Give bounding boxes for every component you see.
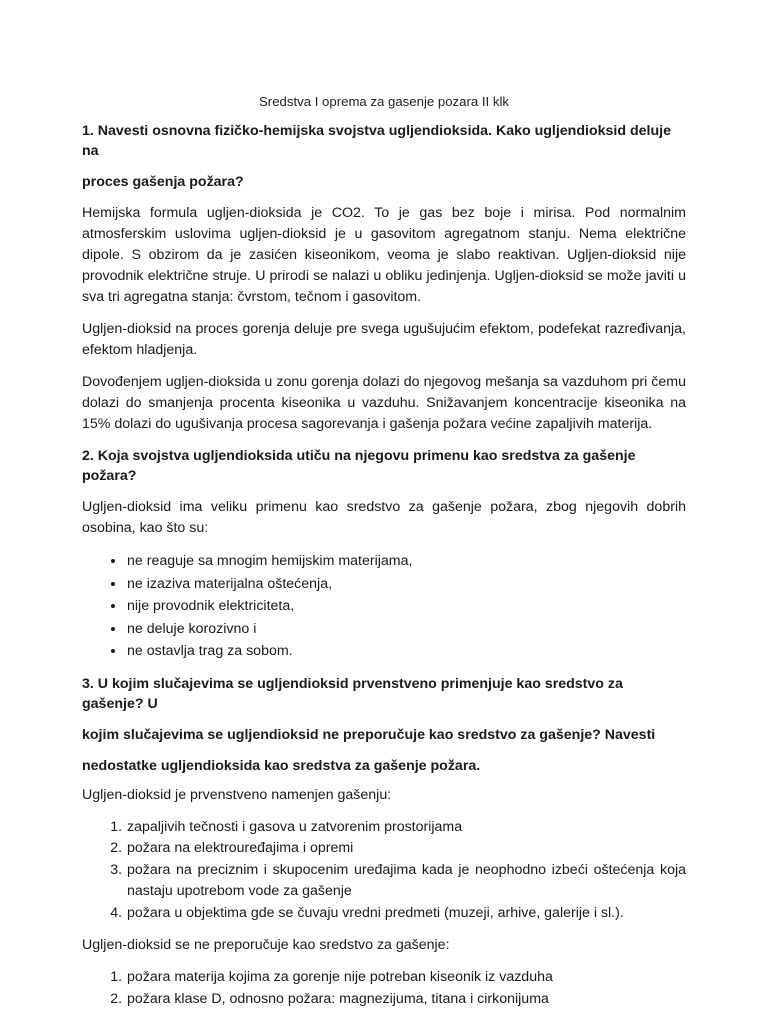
answer-3-numbered-list-2 xyxy=(82,967,686,1010)
document-body xyxy=(82,121,686,1021)
answer-1-paragraph-1: Hemijska formula ugljen-dioksida je CO2. To je gas bez boje i mirisa. Pod normalnim atmosferskim uslovima ugljen-dioksid je u gasovitom agregatnom stanju. Nema električne dipole. S obzirom da je zasićen kiseonikom, veoma je slabo reaktivan. Ugljen-dioksid nije provodnik električne struje. U prirodi se nalazi u obliku jedinjenja. Ugljen-dioksid se može javiti u sva tri agregatna stanja: čvrstom, tečnom i gasovitom. xyxy=(82,205,686,305)
list-item: • ne ostavlja trag za sobom. xyxy=(126,640,686,663)
answer-3-paragraph-2: Ugljen-dioksid se ne preporučuje kao sredstvo za gašenje: xyxy=(82,937,450,953)
list-item: 3. požara na preciznim i skupocenim uređajima kada je neophodno izbeći oštećenja koja nastaju upotrebom vode za gašenje xyxy=(126,860,686,903)
answer-3-paragraph-1: Ugljen-dioksid je prvenstveno namenjen gašenju: xyxy=(82,786,392,803)
list-item: 2. požara na elektrouređajima i opremi xyxy=(126,838,686,860)
list-item: 1. zapaljivih tečnosti i gasova u zatvorenim prostorijama xyxy=(126,817,686,839)
list-item: • ne reaguje sa mnogim hemijskim materijama, xyxy=(126,550,686,573)
question-3-line-2: kojim slučajevima se ugljendioksid ne preporučuje kao sredstvo za gašenje? Navesti xyxy=(82,726,656,743)
answer-1-paragraph-2: Ugljen-dioksid na proces gorenja deluje pre svega ugušujućim efektom, podefekat razređivanja, efektom hladjenja. xyxy=(82,321,686,358)
question-3-line-1: 3. U kojim slučajevima se ugljendioksid prvenstveno primenjuje kao sredstvo za gašenje? U xyxy=(82,675,623,712)
document-title: Sredstva I oprema za gasenje pozara II klk xyxy=(259,94,509,109)
answer-1-paragraph-3: Dovođenjem ugljen-dioksida u zonu gorenja dolazi do njegovog mešanja sa vazduhom pri čemu dolazi do smanjenja procenta kiseonika u vazduhu. Snižavanjem koncentracije kiseonika na 15% dolazi do ugušivanja procesa sagorevanja i gašenja požara većine zapaljivih materija. xyxy=(82,374,686,432)
question-3-line-3: nedostatke ugljendioksida kao sredstva za gašenje požara. xyxy=(82,757,481,774)
list-item: • ne izaziva materijalna oštećenja, xyxy=(126,573,686,596)
list-item: 4. požara u objektima gde se čuvaju vredni predmeti (muzeji, arhive, galerije i sl.). xyxy=(126,903,686,925)
answer-3-numbered-list-1 xyxy=(82,817,686,925)
list-item: 1. požara materija kojima za gorenje nije potreban kiseonik iz vazduha xyxy=(126,967,686,989)
question-2: 2. Koja svojstva ugljendioksida utiču na njegovu primenu kao sredstva za gašenje požara? xyxy=(82,448,636,484)
list-item: • ne deluje korozivno i xyxy=(126,618,686,641)
list-item: 2. požara klase D, odnosno požara: magnezijuma, titana i cirkonijuma xyxy=(126,989,686,1011)
question-1-line-1: 1. Navesti osnovna fizičko-hemijska svojstva ugljendioksida. Kako ugljendioksid deluje na xyxy=(82,123,671,159)
question-1-line-2: proces gašenja požara? xyxy=(82,174,244,190)
answer-2-bullet-list xyxy=(82,550,686,663)
list-item: • nije provodnik elektriciteta, xyxy=(126,595,686,618)
answer-2-paragraph-1: Ugljen-dioksid ima veliku primenu kao sredstvo za gašenje požara, zbog njegovih dobrih osobina, kao što su: xyxy=(82,499,686,536)
